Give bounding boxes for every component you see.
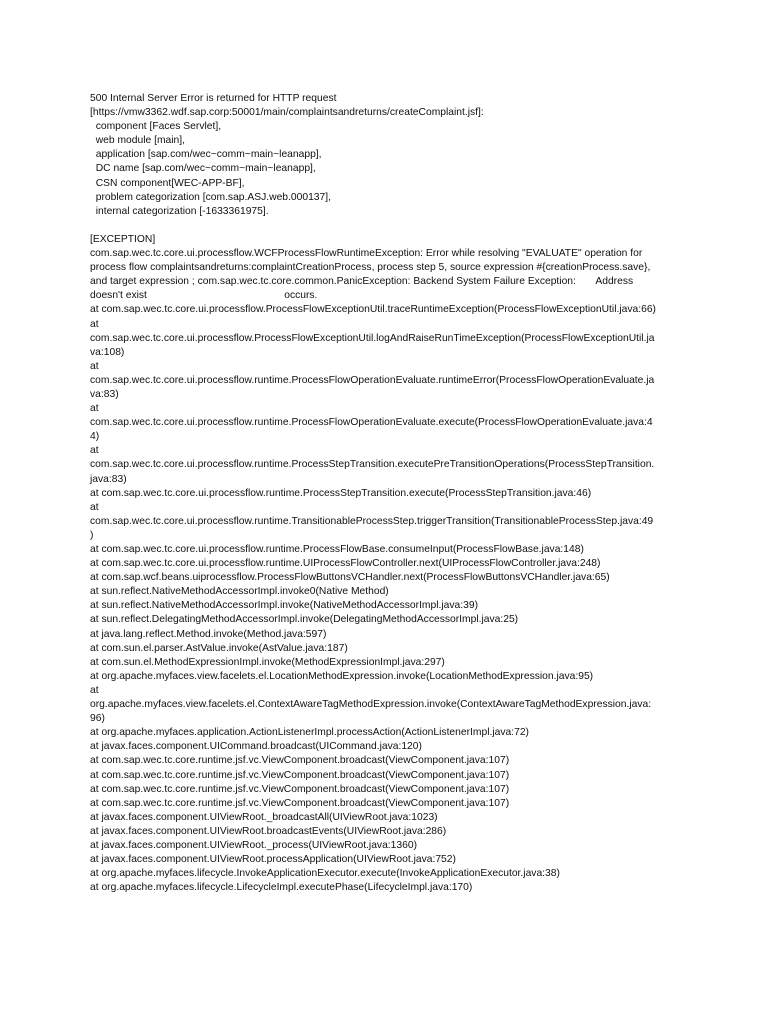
paragraph-spacer	[90, 219, 680, 233]
stack-trace-line: at javax.faces.component.UIViewRoot._process(UIViewRoot.java:1360)	[90, 839, 418, 851]
stack-trace-line: at javax.faces.component.UIViewRoot.processApplication(UIViewRoot.java:752)	[90, 854, 456, 866]
application-line: application [sap.com/wec~comm~main~leanapp],	[90, 149, 322, 161]
stack-trace-line: at java.lang.reflect.Method.invoke(Method.java:597)	[90, 628, 327, 640]
stack-trace-line: at com.sap.wec.tc.core.ui.processflow.runtime.UIProcessFlowController.next(UIProcessFlowController.java:248)	[90, 558, 601, 570]
document-page	[90, 92, 680, 909]
request-url-line: [https://vmw3362.wdf.sap.corp:50001/main/complaintsandreturns/createComplaint.jsf]:	[90, 107, 484, 119]
stack-trace-line: at	[90, 501, 99, 513]
stack-trace-line: at com.sun.el.parser.AstValue.invoke(AstValue.java:187)	[90, 642, 348, 654]
internal-categorization-line: internal categorization [-1633361975].	[90, 205, 269, 217]
stack-trace-line: org.apache.myfaces.view.facelets.el.ContextAwareTagMethodExpression.invoke(ContextAwareTagMethodExpression.java:	[90, 699, 652, 711]
stack-trace-line: 4)	[90, 431, 100, 443]
error-title-line: 500 Internal Server Error is returned for HTTP request	[90, 93, 337, 104]
error-header	[90, 92, 680, 219]
stack-trace-line: at com.sap.wec.tc.core.ui.processflow.runtime.ProcessStepTransition.execute(ProcessStepTransition.java:46)	[90, 487, 592, 499]
stack-trace-line: va:83)	[90, 388, 119, 400]
stack-trace-line: at org.apache.myfaces.lifecycle.LifecycleImpl.executePhase(LifecycleImpl.java:170)	[90, 882, 473, 894]
stack-trace-line: at com.sun.el.MethodExpressionImpl.invoke(MethodExpressionImpl.java:297)	[90, 656, 445, 668]
exception-block	[90, 233, 680, 910]
stack-trace-line: at sun.reflect.NativeMethodAccessorImpl.invoke(NativeMethodAccessorImpl.java:39)	[90, 600, 479, 612]
web-module-line: web module [main],	[90, 135, 186, 147]
exception-line: [EXCEPTION]	[90, 233, 156, 245]
exception-line: doesn't exist occurs.	[90, 290, 318, 302]
stack-trace-line	[90, 895, 680, 909]
stack-trace-line: at com.sap.wec.tc.core.runtime.jsf.vc.ViewComponent.broadcast(ViewComponent.java:107)	[90, 783, 510, 795]
stack-trace-line: at	[90, 360, 99, 372]
stack-trace-line: at	[90, 318, 99, 330]
exception-line: com.sap.wec.tc.core.ui.processflow.WCFProcessFlowRuntimeException: Error while resolving "EVALUATE" operation for	[90, 248, 643, 260]
problem-categorization-line: problem categorization [com.sap.ASJ.web.000137],	[90, 191, 331, 203]
stack-trace-line: )	[90, 529, 94, 541]
stack-trace-line: at com.sap.wec.tc.core.runtime.jsf.vc.ViewComponent.broadcast(ViewComponent.java:107)	[90, 769, 510, 781]
stack-trace-line: com.sap.wec.tc.core.ui.processflow.runtime.ProcessFlowOperationEvaluate.runtimeError(ProcessFlowOperationEvaluate.ja	[90, 374, 655, 386]
stack-trace-line: at javax.faces.component.UIViewRoot._broadcastAll(UIViewRoot.java:1023)	[90, 811, 438, 823]
stack-trace-line: at com.sap.wec.tc.core.ui.processflow.ProcessFlowExceptionUtil.traceRuntimeException(ProcessFlowExceptionUtil.java:66)	[90, 304, 656, 316]
stack-trace-line: com.sap.wec.tc.core.ui.processflow.runtime.ProcessFlowOperationEvaluate.execute(ProcessFlowOperationEvaluate.java:4	[90, 417, 653, 429]
stack-trace-line: at sun.reflect.NativeMethodAccessorImpl.invoke0(Native Method)	[90, 586, 389, 598]
stack-trace-line: at	[90, 403, 99, 415]
stack-trace-line: com.sap.wec.tc.core.ui.processflow.runtime.TransitionableProcessStep.triggerTransition(TransitionableProcessStep.java:49	[90, 515, 654, 527]
stack-trace-line: at javax.faces.component.UIViewRoot.broadcastEvents(UIViewRoot.java:286)	[90, 825, 447, 837]
stack-trace-line: at	[90, 684, 99, 696]
dc-name-line: DC name [sap.com/wec~comm~main~leanapp],	[90, 163, 316, 175]
stack-trace-line: 96)	[90, 713, 105, 725]
stack-trace-line: at javax.faces.component.UICommand.broadcast(UICommand.java:120)	[90, 741, 422, 753]
stack-trace-line: at sun.reflect.DelegatingMethodAccessorImpl.invoke(DelegatingMethodAccessorImpl.java:25)	[90, 614, 519, 626]
stack-trace-line: at com.sap.wcf.beans.uiprocessflow.ProcessFlowButtonsVCHandler.next(ProcessFlowButtonsVCHandler.java:65)	[90, 572, 610, 584]
stack-trace-line: at	[90, 445, 99, 457]
stack-trace-line: at com.sap.wec.tc.core.ui.processflow.runtime.ProcessFlowBase.consumeInput(ProcessFlowBase.java:148)	[90, 544, 584, 555]
stack-trace-line: com.sap.wec.tc.core.ui.processflow.runtime.ProcessStepTransition.executePreTransitionOperations(ProcessStepTransition.	[90, 459, 655, 471]
stack-trace-line: com.sap.wec.tc.core.ui.processflow.ProcessFlowExceptionUtil.logAndRaiseRunTimeException(ProcessFlowExceptionUtil.ja	[90, 332, 655, 344]
exception-line: and target expression ; com.sap.wec.tc.core.common.PanicException: Backend System Failure Exception: Address	[90, 276, 634, 288]
stack-trace-line: at org.apache.myfaces.application.ActionListenerImpl.processAction(ActionListenerImpl.java:72)	[90, 727, 529, 739]
stack-trace-line: va:108)	[90, 346, 125, 358]
csn-component-line: CSN component[WEC-APP-BF],	[90, 177, 245, 189]
exception-line: process flow complaintsandreturns:complaintCreationProcess, process step 5, source expression #{creationProcess.save},	[90, 262, 651, 274]
stack-trace-line: at org.apache.myfaces.view.facelets.el.LocationMethodExpression.invoke(LocationMethodExpression.java:95)	[90, 670, 594, 682]
component-line: component [Faces Servlet],	[90, 121, 222, 133]
stack-trace-line: at com.sap.wec.tc.core.runtime.jsf.vc.ViewComponent.broadcast(ViewComponent.java:107)	[90, 755, 510, 767]
stack-trace-line: at org.apache.myfaces.lifecycle.InvokeApplicationExecutor.execute(InvokeApplicationExecutor.java:38)	[90, 868, 560, 880]
stack-trace-line: java:83)	[90, 473, 127, 485]
stack-trace-line: at com.sap.wec.tc.core.runtime.jsf.vc.ViewComponent.broadcast(ViewComponent.java:107)	[90, 797, 510, 809]
